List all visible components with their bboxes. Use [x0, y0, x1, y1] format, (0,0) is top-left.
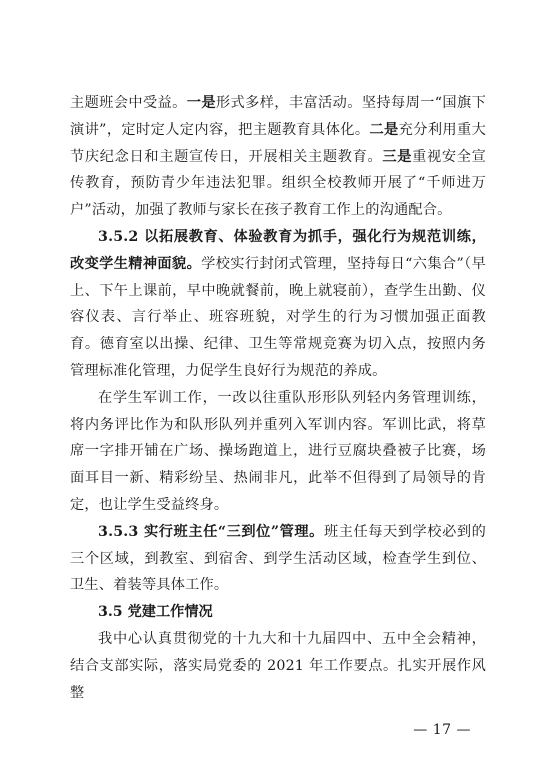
bold-run: 一是: [186, 95, 216, 111]
text-run: 充分利用重大节庆纪念日和主题宣传日，开展相关主题教育。: [70, 121, 486, 165]
paragraph-military-training: [70, 385, 486, 519]
paragraph-moral-education-activities: [70, 90, 486, 224]
paragraph-3-5-3: [70, 519, 486, 599]
page-number: — 17 —: [413, 722, 471, 738]
text-run: 班主任每天到学校必到的三个区域，到教室、到宿舍、到学生活动区域，检查学生到位、卫生、着装等具体工作。: [70, 523, 486, 594]
text-run: 形式多样，丰富活动。坚持每周一“国旗下演讲”，定时定人定内容，把主题教育具体化。: [70, 95, 486, 138]
text-run: 重视安全宣传教育，预防青少年违法犯罪。组织全校教师开展了“千师进万户”活动，加强了教师与家长在孩子教育工作上的沟通配合。: [70, 148, 486, 219]
text-run: 我中心认真贯彻党的十九大和十九届四中、五中全会精神，结合支部实际，落实局党委的 2021 年工作要点。扎实开展作风整: [70, 630, 486, 701]
text-run: 学校实行封闭式管理，坚持每日“六集合”（早上、下午上课前，早中晚就餐前，晚上就寝前），查学生出勤、仪容仪表、言行举止、班容班貌，对学生的行为习惯加强正面教育。德育室以出操、纪律、卫生等常规竞赛为切入点，按照内务管理标准化管理，力促学生良好行为规范的养成。: [70, 255, 487, 379]
paragraph-3-5-2: [70, 224, 486, 385]
section-heading-3-5: 3.5 党建工作情况: [98, 604, 213, 621]
bold-run: 三是: [382, 148, 413, 165]
text-run: 主题班会中受益。: [70, 95, 187, 111]
text-run: 在学生军训工作，一改以往重队形形队列轻内务管理训练，将内务评比作为和队形队列并重列入军训内容。军训比武，将草席一字排开铺在广场、操场跑道上，进行豆腐块叠被子比赛，场面耳目一新、精彩纷呈、热闹非凡，此举不但得到了局领导的肯定，也让学生受益终身。: [70, 389, 486, 513]
section-heading-3-5-3: 3.5.3 实行班主任“三到位”管理。: [98, 523, 324, 540]
section-heading-3-5-2: 3.5.2 以拓展教育、体验教育为抓手，强化行为规范训练，改变学生精神面貌。: [70, 228, 486, 272]
page-body: [70, 90, 486, 706]
paragraph-party-building: [70, 626, 486, 706]
bold-run: 二是: [369, 121, 399, 138]
